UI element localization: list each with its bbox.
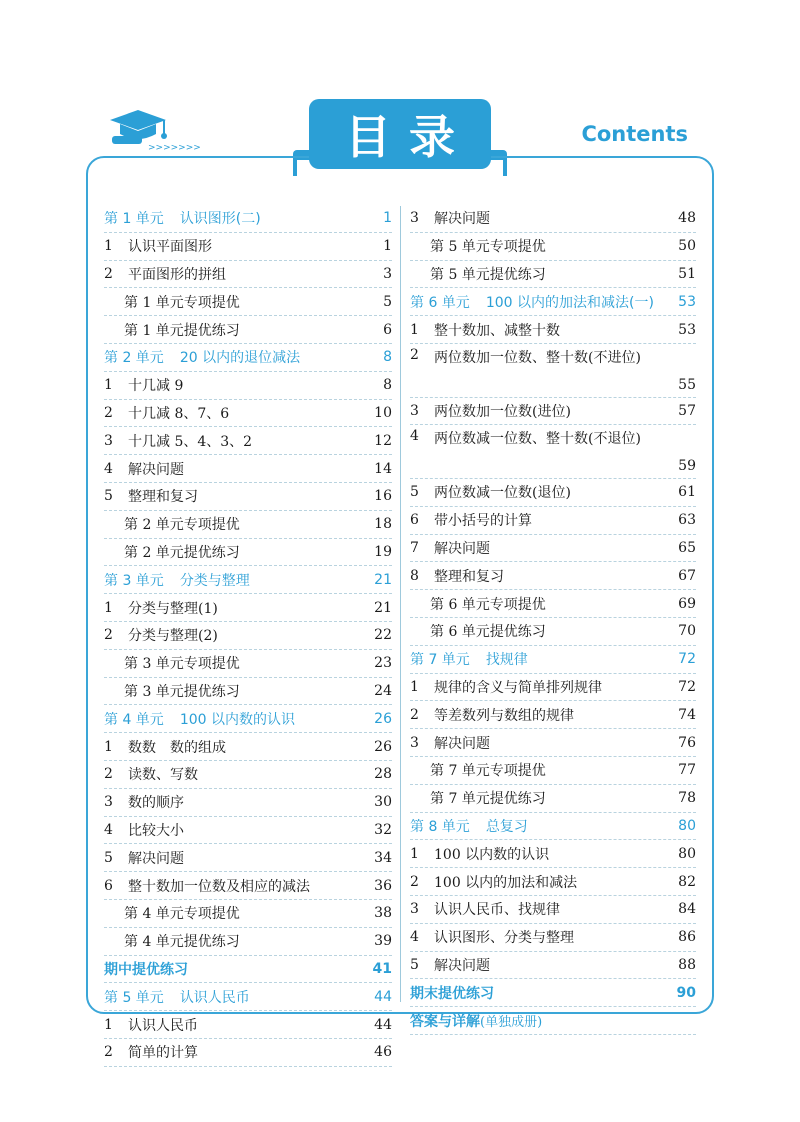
page-number: 90 — [676, 984, 696, 1001]
toc-entry[interactable] — [104, 511, 392, 539]
page-number: 44 — [374, 1016, 392, 1033]
toc-entry[interactable] — [410, 618, 696, 646]
page-number: 80 — [678, 845, 696, 862]
unit-heading — [104, 208, 356, 228]
page-number: 53 — [678, 293, 696, 310]
unit-heading — [104, 570, 356, 590]
entry-number: 1 — [104, 1016, 113, 1033]
toc-entry[interactable] — [410, 288, 696, 316]
entry-title: 十几减 9 — [128, 378, 184, 395]
entry-number: 1 — [410, 678, 419, 695]
entry-number: 1 — [410, 321, 419, 338]
toc-entry[interactable] — [410, 896, 696, 924]
entry-title: 两位数加一位数(进位) — [434, 403, 571, 420]
entry-number: 4 — [410, 428, 419, 445]
page-number: 57 — [678, 402, 696, 419]
toc-left-column — [104, 205, 392, 1067]
page-number: 44 — [374, 988, 392, 1005]
entry-title: 认识图形、分类与整理 — [434, 930, 574, 947]
entry-number: 3 — [410, 402, 419, 419]
entry-title: 两位数减一位数(退位) — [434, 485, 571, 502]
toc-entry[interactable] — [410, 205, 696, 233]
entry-number: 3 — [410, 901, 419, 918]
entry-title: 认识人民币 — [128, 1017, 198, 1034]
entry-title: 两位数加一位数、整十数(不进位) — [434, 349, 641, 366]
unit-title: 分类与整理 — [179, 572, 250, 589]
toc-entry[interactable] — [410, 868, 696, 896]
entry-title: 分类与整理(1) — [128, 600, 218, 617]
entry-title: 第 7 单元专项提优 — [430, 763, 546, 780]
toc-entry[interactable] — [410, 261, 696, 289]
toc-entry[interactable] — [104, 983, 392, 1011]
page-number: 5 — [383, 293, 392, 310]
unit-number: 第 1 单元 — [104, 211, 164, 228]
page-number: 16 — [374, 488, 392, 505]
toc-entry[interactable] — [104, 205, 392, 233]
entry-number: 3 — [104, 794, 113, 811]
unit-title: 100 以内的加法和减法(一) — [485, 294, 654, 311]
page-number: 46 — [374, 1044, 392, 1061]
entry-title: 第 1 单元提优练习 — [124, 322, 240, 339]
entry-title: 认识平面图形 — [128, 239, 212, 256]
entry-title: 解决问题 — [434, 540, 490, 557]
section-note: (单独成册) — [480, 1014, 543, 1030]
toc-entry[interactable] — [104, 1039, 392, 1067]
toc-entry[interactable] — [104, 872, 392, 900]
entry-number: 5 — [104, 488, 113, 505]
entry-number: 5 — [410, 484, 419, 501]
entry-title: 第 5 单元提优练习 — [430, 266, 546, 283]
entry-number: 4 — [104, 460, 113, 477]
toc-entry[interactable] — [104, 733, 392, 761]
toc-entry[interactable] — [104, 455, 392, 483]
page-number: 84 — [678, 901, 696, 918]
entry-title: 解决问题 — [128, 461, 184, 478]
toc-entry[interactable] — [104, 261, 392, 289]
page-number: 88 — [678, 956, 696, 973]
unit-number: 第 3 单元 — [104, 572, 164, 589]
entry-title: 两位数减一位数、整十数(不退位) — [434, 431, 641, 448]
toc-entry[interactable] — [104, 566, 392, 594]
unit-title: 总复习 — [485, 818, 528, 835]
page-number: 18 — [374, 516, 392, 533]
entry-title: 整理和复习 — [128, 489, 198, 506]
page-number: 51 — [678, 265, 696, 282]
entry-number: 1 — [410, 845, 419, 862]
unit-title: 找规律 — [485, 652, 528, 669]
toc-entry[interactable] — [410, 813, 696, 841]
toc-entry[interactable] — [104, 288, 392, 316]
entry-title: 读数、写数 — [128, 767, 198, 784]
column-divider — [400, 206, 401, 1002]
toc-entry[interactable] — [104, 622, 392, 650]
section-heading: 期中提优练习 — [104, 961, 188, 978]
unit-heading — [410, 649, 660, 669]
entry-number: 8 — [410, 567, 419, 584]
toc-entry[interactable] — [104, 344, 392, 372]
toc-entry[interactable] — [104, 817, 392, 845]
entry-number: 4 — [410, 929, 419, 946]
toc-entry[interactable] — [104, 400, 392, 428]
entry-title: 第 5 单元专项提优 — [430, 239, 546, 256]
page-number: 8 — [383, 377, 392, 394]
page-number: 39 — [374, 933, 392, 950]
entry-number: 1 — [104, 599, 113, 616]
page-number: 86 — [678, 929, 696, 946]
entry-title: 整十数加、减整十数 — [434, 322, 560, 339]
toc-entry[interactable] — [410, 701, 696, 729]
toc-entry[interactable] — [410, 590, 696, 618]
entry-title: 第 6 单元提优练习 — [430, 624, 546, 641]
toc-entry[interactable] — [104, 678, 392, 706]
entry-title: 第 3 单元提优练习 — [124, 683, 240, 700]
page-number: 1 — [383, 210, 392, 227]
toc-entry[interactable] — [410, 479, 696, 507]
toc-entry[interactable] — [410, 840, 696, 868]
unit-number: 第 4 单元 — [104, 711, 164, 728]
page-number: 80 — [678, 817, 696, 834]
page-number: 36 — [374, 877, 392, 894]
toc-entry[interactable] — [104, 594, 392, 622]
unit-heading — [410, 816, 660, 836]
page-number: 72 — [678, 678, 696, 695]
entry-number: 3 — [410, 734, 419, 751]
entry-number: 4 — [104, 821, 113, 838]
unit-title: 100 以内数的认识 — [179, 711, 295, 728]
unit-heading — [410, 292, 660, 312]
toc-entry[interactable] — [104, 483, 392, 511]
entry-number: 2 — [410, 873, 419, 890]
toc-entry[interactable] — [104, 316, 392, 344]
entry-title: 解决问题 — [434, 735, 490, 752]
toc-entry[interactable] — [104, 539, 392, 567]
entry-title: 规律的含义与简单排列规律 — [434, 679, 602, 696]
entry-number: 1 — [104, 238, 113, 255]
page-number: 12 — [374, 432, 392, 449]
toc-entry[interactable] — [410, 562, 696, 590]
page-number: 3 — [383, 265, 392, 282]
unit-title: 认识人民币 — [179, 989, 250, 1006]
page-number: 78 — [678, 790, 696, 807]
toc-entry[interactable] — [104, 928, 392, 956]
entry-number: 1 — [104, 377, 113, 394]
toc-entry[interactable] — [104, 956, 392, 984]
graduation-cap-icon — [108, 106, 201, 153]
page-number: 21 — [374, 599, 392, 616]
entry-title: 解决问题 — [434, 957, 490, 974]
page-number: 41 — [372, 960, 392, 977]
page-number: 19 — [374, 543, 392, 560]
page-number: 70 — [678, 623, 696, 640]
unit-title: 20 以内的退位减法 — [179, 350, 301, 367]
page-number: 72 — [678, 651, 696, 668]
unit-number: 第 8 单元 — [410, 818, 470, 835]
entry-title: 100 以内的加法和减法 — [434, 874, 578, 891]
entry-number: 7 — [410, 539, 419, 556]
entry-title: 十几减 5、4、3、2 — [128, 433, 253, 450]
page-number: 26 — [374, 710, 392, 727]
page-number: 69 — [678, 595, 696, 612]
page-number: 1 — [383, 238, 392, 255]
toc-entry[interactable] — [410, 344, 696, 398]
toc-entry[interactable] — [410, 425, 696, 479]
entry-title: 解决问题 — [128, 850, 184, 867]
toc-entry[interactable] — [104, 705, 392, 733]
page-number: 26 — [374, 738, 392, 755]
entry-title: 第 7 单元提优练习 — [430, 791, 546, 808]
page-number: 48 — [678, 210, 696, 227]
page-number: 61 — [678, 484, 696, 501]
entry-title: 认识人民币、找规律 — [434, 902, 560, 919]
page-number: 38 — [374, 905, 392, 922]
toc-entry[interactable] — [104, 761, 392, 789]
page-number: 77 — [678, 762, 696, 779]
entry-title: 数数 数的组成 — [128, 739, 226, 756]
entry-number: 5 — [104, 849, 113, 866]
toc-entry[interactable] — [410, 757, 696, 785]
entry-title: 等差数列与数组的规律 — [434, 707, 574, 724]
page-number: 67 — [678, 567, 696, 584]
svg-text:>>>>>>>: >>>>>>> — [148, 143, 201, 153]
toc-entry[interactable] — [104, 844, 392, 872]
entry-number: 2 — [410, 706, 419, 723]
toc-entry[interactable] — [410, 1007, 696, 1035]
page-number: 63 — [678, 512, 696, 529]
unit-number: 第 6 单元 — [410, 294, 470, 311]
entry-number: 2 — [104, 627, 113, 644]
entry-title: 解决问题 — [434, 211, 490, 228]
entry-title: 带小括号的计算 — [434, 513, 532, 530]
toc-entry[interactable] — [104, 427, 392, 455]
page-title: 目录 — [345, 110, 473, 164]
entry-number: 2 — [410, 346, 419, 363]
toc-entry[interactable] — [410, 979, 696, 1007]
page-number: 8 — [383, 349, 392, 366]
entry-number: 2 — [104, 766, 113, 783]
page-number: 23 — [374, 655, 392, 672]
toc-entry[interactable] — [410, 785, 696, 813]
toc-entry[interactable] — [410, 398, 696, 426]
entry-number: 2 — [104, 1044, 113, 1061]
page-number: 74 — [678, 706, 696, 723]
entry-number: 3 — [104, 432, 113, 449]
entry-title: 第 2 单元专项提优 — [124, 517, 240, 534]
toc-entry[interactable] — [104, 1011, 392, 1039]
entry-title: 第 4 单元提优练习 — [124, 934, 240, 951]
page-title-box — [309, 99, 491, 169]
entry-title: 比较大小 — [128, 822, 184, 839]
page-number: 22 — [374, 627, 392, 644]
page-number: 30 — [374, 794, 392, 811]
entry-title: 第 4 单元专项提优 — [124, 906, 240, 923]
page-number: 34 — [374, 849, 392, 866]
page-number: 28 — [374, 766, 392, 783]
entry-title: 平面图形的拼组 — [128, 266, 226, 283]
unit-number: 第 7 单元 — [410, 652, 470, 669]
entry-number: 1 — [104, 738, 113, 755]
page-number: 21 — [374, 571, 392, 588]
toc-entry[interactable] — [410, 316, 696, 344]
toc-entry[interactable] — [104, 900, 392, 928]
page-number: 82 — [678, 873, 696, 890]
unit-number: 第 2 单元 — [104, 350, 164, 367]
page-number: 50 — [678, 238, 696, 255]
toc-entry[interactable] — [104, 372, 392, 400]
page-number: 14 — [374, 460, 392, 477]
entry-title: 第 2 单元提优练习 — [124, 544, 240, 561]
entry-title: 整理和复习 — [434, 568, 504, 585]
toc-entry[interactable] — [410, 233, 696, 261]
page-number: 10 — [374, 404, 392, 421]
entry-title: 简单的计算 — [128, 1045, 198, 1062]
page-number: 53 — [678, 321, 696, 338]
entry-title: 100 以内数的认识 — [434, 846, 550, 863]
entry-title: 第 1 单元专项提优 — [124, 294, 240, 311]
entry-title: 整十数加一位数及相应的减法 — [128, 878, 310, 895]
entry-title: 数的顺序 — [128, 795, 184, 812]
toc-entry[interactable] — [104, 789, 392, 817]
toc-entry[interactable] — [410, 674, 696, 702]
toc-entry[interactable] — [410, 646, 696, 674]
toc-entry[interactable] — [410, 952, 696, 980]
section-heading: 期末提优练习 — [410, 985, 494, 1002]
entry-title: 第 6 单元专项提优 — [430, 596, 546, 613]
toc-entry[interactable] — [410, 535, 696, 563]
page-number: 59 — [678, 457, 696, 474]
entry-title: 分类与整理(2) — [128, 628, 218, 645]
toc-entry[interactable] — [104, 650, 392, 678]
page-number: 55 — [678, 376, 696, 393]
unit-title: 认识图形(二) — [179, 211, 261, 228]
toc-entry[interactable] — [104, 233, 392, 261]
page-number: 32 — [374, 821, 392, 838]
toc-entry[interactable] — [410, 924, 696, 952]
entry-title: 第 3 单元专项提优 — [124, 656, 240, 673]
toc-entry[interactable] — [410, 507, 696, 535]
entry-number: 3 — [410, 210, 419, 227]
entry-number: 2 — [104, 265, 113, 282]
unit-heading — [104, 709, 356, 729]
page-number: 24 — [374, 682, 392, 699]
page-number: 65 — [678, 539, 696, 556]
unit-number: 第 5 单元 — [104, 989, 164, 1006]
entry-title: 十几减 8、7、6 — [128, 405, 230, 422]
page-subtitle: Contents — [581, 122, 688, 146]
toc-right-column — [410, 205, 696, 1035]
page-number: 6 — [383, 321, 392, 338]
unit-heading — [104, 987, 356, 1007]
unit-heading — [104, 347, 356, 367]
entry-number: 6 — [104, 877, 113, 894]
entry-number: 2 — [104, 404, 113, 421]
section-heading: 答案与详解(单独成册) — [410, 1013, 543, 1030]
page-number: 76 — [678, 734, 696, 751]
toc-entry[interactable] — [410, 729, 696, 757]
entry-number: 5 — [410, 956, 419, 973]
entry-number: 6 — [410, 512, 419, 529]
